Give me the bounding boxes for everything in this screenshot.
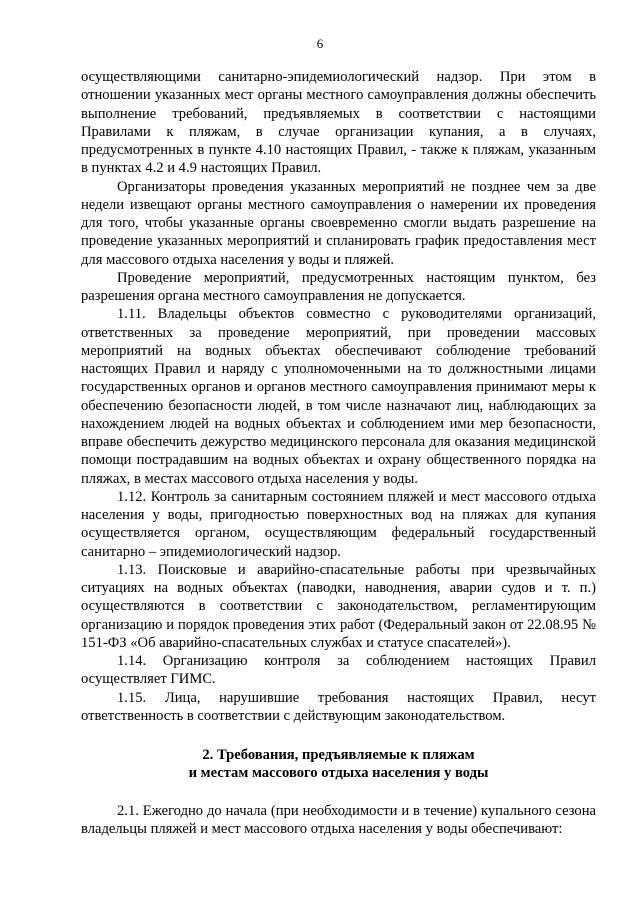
paragraph-permission-required: Проведение мероприятий, предусмотренных настоящим пунктом, без разрешения органа местного самоуправления не допускается. [81,269,596,304]
paragraph-supervision-continuation: осуществляющими санитарно-эпидемиологический надзор. При этом в отношении указанных мест органы местного самоуправления должны обеспечить выполнение требований, предъявляемых в соответствии с настоящими Правилами к пляжам, в случае организации купания, а в случаях, предусмотренных в пункте 4.10 настоящих Правил, - также к пляжам, указанным в пунктах 4.2 и 4.9 настоящих Правил. [81,69,596,177]
paragraph-1-14: 1.14. Организацию контроля за соблюдением настоящих Правил осуществляет ГИМС. [81,653,596,688]
paragraph-2-1: 2.1. Ежегодно до начала (при необходимости и в течение) купального сезона владельцы пляжей и мест массового отдыха населения у воды обеспечивают: [81,802,596,837]
paragraph-1-12: 1.12. Контроль за санитарным состоянием пляжей и мест массового отдыха населения у воды, пригодностью поверхностных вод на пляжах для купания осуществляется органом, осуществляющим федеральный государственный санитарно – эпидемиологический надзор. [81,488,596,560]
paragraph-1-11: 1.11. Владельцы объектов совместно с руководителями организаций, ответственных за проведение мероприятий, при проведении массовых мероприятий на водных объектах обеспечивают соблюдение требований настоящих Правил и наряду с уполномоченными на то должностными лицами государственных органов и органов местного самоуправления принимают меры к обеспечению безопасности людей, в том числе назначают лиц, наблюдающих за нахождением людей на водных объектах и соблюдением ими мер безопасности, вправе обеспечить дежурство медицинского персонала для оказания медицинской помощи пострадавшим на водных объектах и охрану общественного порядка на пляжах, в местах массового отдыха населения у воды. [81,306,596,487]
document-body [81,68,596,838]
paragraph-1-13: 1.13. Поисковые и аварийно-спасательные работы при чрезвычайных ситуациях на водных объектах (паводки, наводнения, аварии судов и т. п.) осуществляются в соответствии с законодательством, регламентирующим организацию и порядок проведения этих работ (Федеральный закон от 22.08.95 № 151-ФЗ «Об аварийно-спасательных службах и статусе спасателей»). [81,561,596,651]
section-heading-line-2: и местам массового отдыха населения у воды [188,765,489,782]
section-heading-line-1: 2. Требования, предъявляемые к пляжам [202,747,475,763]
paragraph-1-15: 1.15. Лица, нарушившие требования настоящих Правил, несут ответственность в соответствии с действующим законодательством. [81,689,596,724]
paragraph-event-organizers: Организаторы проведения указанных мероприятий не позднее чем за две недели извещают органы местного самоуправления о намерении их проведения для того, чтобы указанные органы своевременно смогли выдать разрешение на проведение указанных мероприятий и спланировать график предоставления мест для массового отдыха населения у воды и пляжей. [81,178,596,268]
page-number: 6 [316,36,324,51]
section-heading [81,746,596,783]
